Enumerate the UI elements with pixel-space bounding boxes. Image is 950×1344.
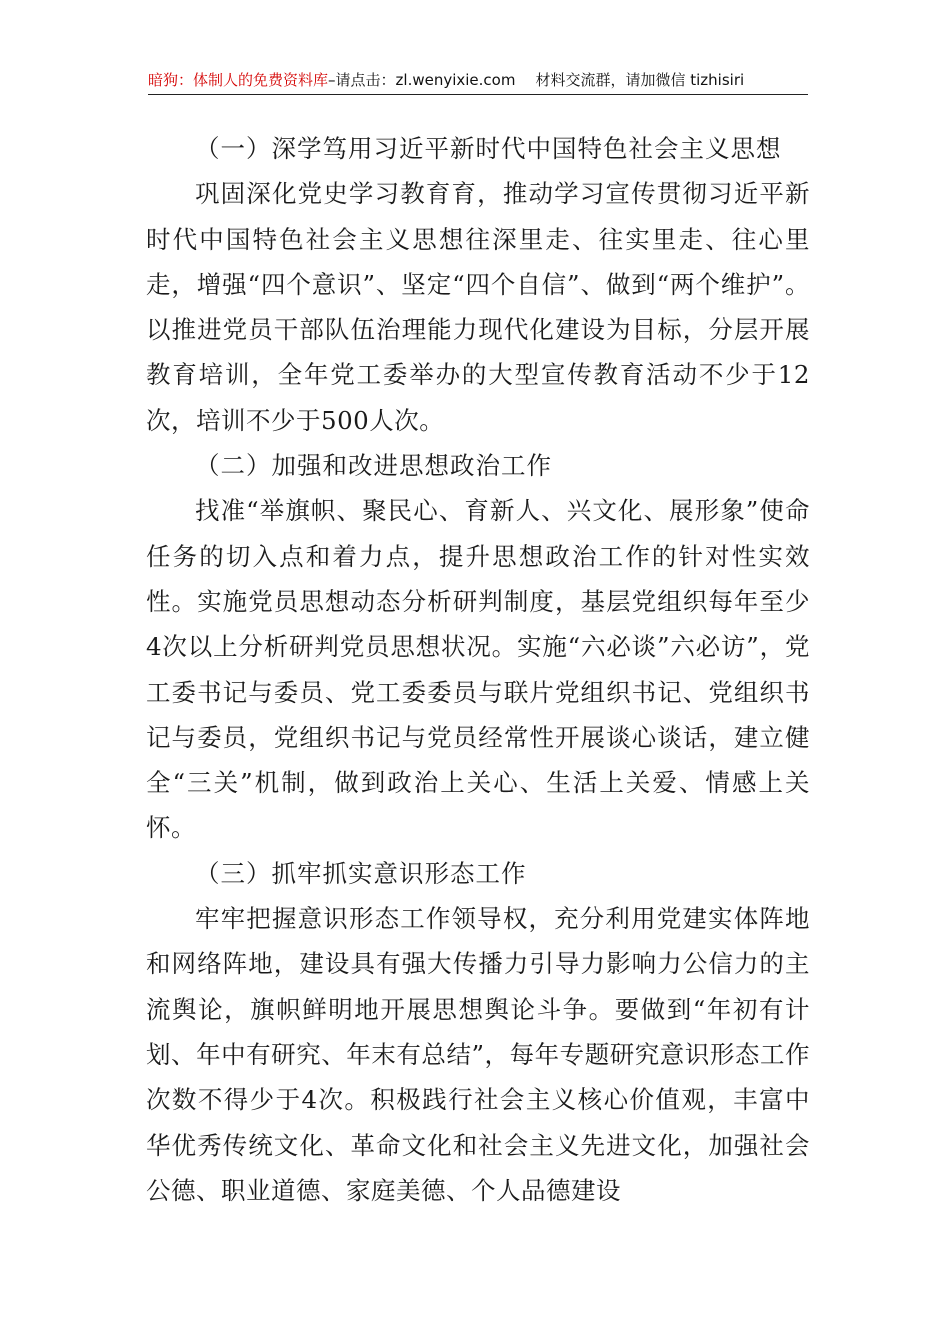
section-2-paragraph: 找准“举旗帜、聚民心、育新人、兴文化、展形象”使命任务的切入点和着力点，提升思想政治工作的针对性实效性。实施党员思想动态分析研判制度，基层党组织每年至少4次以上分析研判党员思想状况。实施“六必谈”六必访”，党工委书记与委员、党工委委员与联片党组织书记、党组织书记与委员，党组织书记与党员经常性开展谈心谈话，建立健全“三关”机制，做到政治上关心、生活上关爱、情感上关怀。 — [146, 496, 810, 843]
section-3-paragraph: 牢牢把握意识形态工作领导权，充分利用党建实体阵地和网络阵地，建设具有强大传播力引导力影响力公信力的主流舆论，旗帜鲜明地开展思想舆论斗争。要做到“年初有计划、年中有研究、年末有总结”，每年专题研究意识形态工作次数不得少于4次。积极践行社会主义核心价值观，丰富中华优秀传统文化、革命文化和社会主义先进文化，加强社会公德、职业道德、家庭美德、个人品德建设 — [146, 904, 810, 1205]
header-brand: 暗狗：体制人的免费资料库 — [148, 71, 329, 89]
document-body — [146, 126, 810, 1213]
page-header — [148, 66, 808, 95]
header-link-prefix: –请点击： — [328, 71, 396, 89]
header-group-note: 材料交流群，请加微信 tizhisiri — [535, 71, 745, 89]
header-url-link[interactable]: zl.wenyixie.com — [395, 71, 516, 89]
section-3-heading: （三）抓牢抓实意识形态工作 — [195, 858, 527, 888]
section-1-heading: （一）深学笃用习近平新时代中国特色社会主义思想 — [195, 134, 782, 163]
section-1-paragraph: 巩固深化党史学习教育育，推动学习宣传贯彻习近平新时代中国特色社会主义思想往深里走、往实里走、往心里走，增强“四个意识”、坚定“四个自信”、做到“两个维护”。以推进党员干部队伍治理能力现代化建设为目标，分层开展教育培训，全年党工委举办的大型宣传教育活动不少于12次，培训不少于500人次。 — [146, 179, 810, 435]
section-2-heading: （二）加强和改进思想政治工作 — [195, 451, 552, 481]
